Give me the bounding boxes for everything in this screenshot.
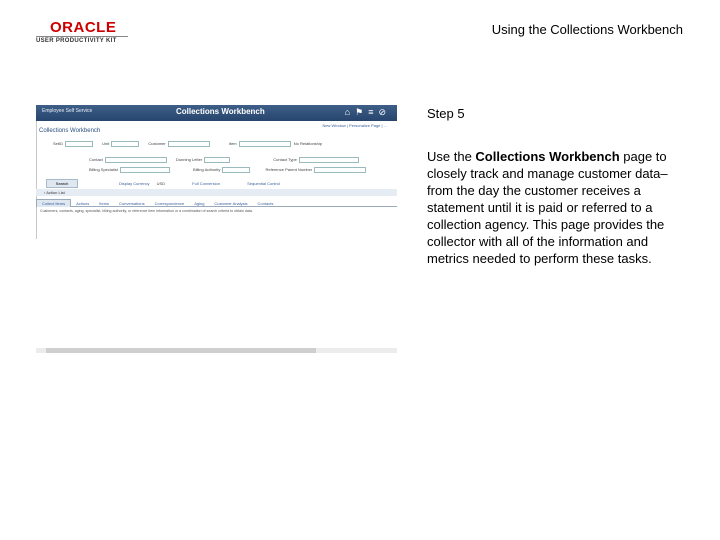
- label-item: Item: [228, 141, 237, 147]
- logo-rule: [36, 36, 128, 37]
- label-contact-type: Contact Type: [273, 157, 297, 163]
- workbench-screenshot: [36, 105, 397, 353]
- display-currency-value: USD: [156, 181, 166, 186]
- dunning-field: [204, 157, 230, 163]
- contact-type-field: [299, 157, 359, 163]
- label-customer: Customer: [148, 141, 166, 147]
- step-text-bold: Collections Workbench: [475, 149, 620, 164]
- banner-title: Collections Workbench: [176, 107, 265, 116]
- setid-field: [65, 141, 93, 147]
- item-field: [239, 141, 291, 147]
- horizontal-scrollbar[interactable]: [36, 348, 397, 353]
- banner-nav-label: Employee Self Service: [42, 108, 93, 114]
- tab-description: Customers, contacts, aging, specialist, billing authority, or reference item information or a combination of search criteria to obtain data.: [40, 209, 253, 213]
- compass-icon: ⊘: [378, 107, 391, 117]
- label-billing-authority: Billing Authority: [193, 167, 221, 173]
- label-unit: Unit: [102, 141, 110, 147]
- scrollbar-thumb[interactable]: [46, 348, 316, 353]
- page-title: Using the Collections Workbench: [491, 22, 683, 37]
- step-text-rest: page to closely track and manage customer data–from the day the customer receives a statement until it is paid or referred to a collection agency. This page provides the collector with all of the information and metrics needed to perform these tasks.: [427, 149, 668, 266]
- tab-customer-analysis[interactable]: Customer Analysis: [214, 201, 248, 206]
- search-options: [39, 181, 394, 186]
- label-contact: Contact: [89, 157, 103, 163]
- customer-field: [168, 141, 210, 147]
- home-icon: ⌂: [344, 107, 356, 117]
- logo-subtitle: USER PRODUCTIVITY KIT: [36, 38, 117, 44]
- display-currency-link[interactable]: Display Currency: [119, 181, 150, 186]
- action-list-bar[interactable]: [36, 189, 397, 196]
- step-text-prefix: Use the: [427, 149, 476, 164]
- step-description: [427, 148, 683, 267]
- label-dunning: Dunning Letter: [175, 157, 203, 163]
- billing-authority-field: [222, 167, 250, 173]
- banner-bar: [36, 105, 397, 121]
- item-field-value: No Relationship: [293, 141, 323, 147]
- flag-icon: ⚑: [355, 107, 369, 117]
- tab-correspondence[interactable]: Correspondence: [154, 201, 185, 206]
- criteria-row-1: [39, 141, 394, 147]
- search-button[interactable]: Search: [46, 179, 78, 188]
- sequential-control-link[interactable]: Sequential Control: [247, 181, 280, 186]
- label-reference-parent: Reference Parent Number: [265, 167, 313, 173]
- contact-field: [105, 157, 167, 163]
- criteria-row-2: [39, 157, 394, 163]
- billing-specialist-field: [120, 167, 170, 173]
- workbench-page-title: Collections Workbench: [39, 128, 101, 134]
- tab-aging[interactable]: Aging: [194, 201, 205, 206]
- tab-conversations[interactable]: Conversations: [119, 201, 145, 206]
- oracle-upk-logo: [36, 20, 132, 44]
- workbench-tabs: [36, 199, 397, 207]
- tab-actions[interactable]: Actions: [76, 201, 90, 206]
- logo-brand: ORACLE: [50, 19, 117, 36]
- step-label: Step 5: [427, 106, 465, 121]
- action-list-label: Action List: [46, 190, 65, 195]
- reference-parent-field: [314, 167, 366, 173]
- menu-icon: ≡: [368, 107, 379, 117]
- label-setid: SetID: [53, 141, 64, 147]
- left-border: [36, 121, 37, 239]
- chevron-right-icon: ›: [44, 190, 47, 195]
- tab-collect-items[interactable]: Collect Items: [36, 199, 71, 207]
- toolbar-links: New Window | Personalize Page | ...: [322, 123, 387, 128]
- banner-icons: [345, 107, 391, 118]
- full-conversion-link[interactable]: Full Conversion: [192, 181, 220, 186]
- tab-contacts[interactable]: Contacts: [257, 201, 274, 206]
- tab-items[interactable]: Items: [99, 201, 110, 206]
- criteria-row-3: [39, 167, 394, 173]
- label-billing-specialist: Billing Specialist: [89, 167, 118, 173]
- unit-field: [111, 141, 139, 147]
